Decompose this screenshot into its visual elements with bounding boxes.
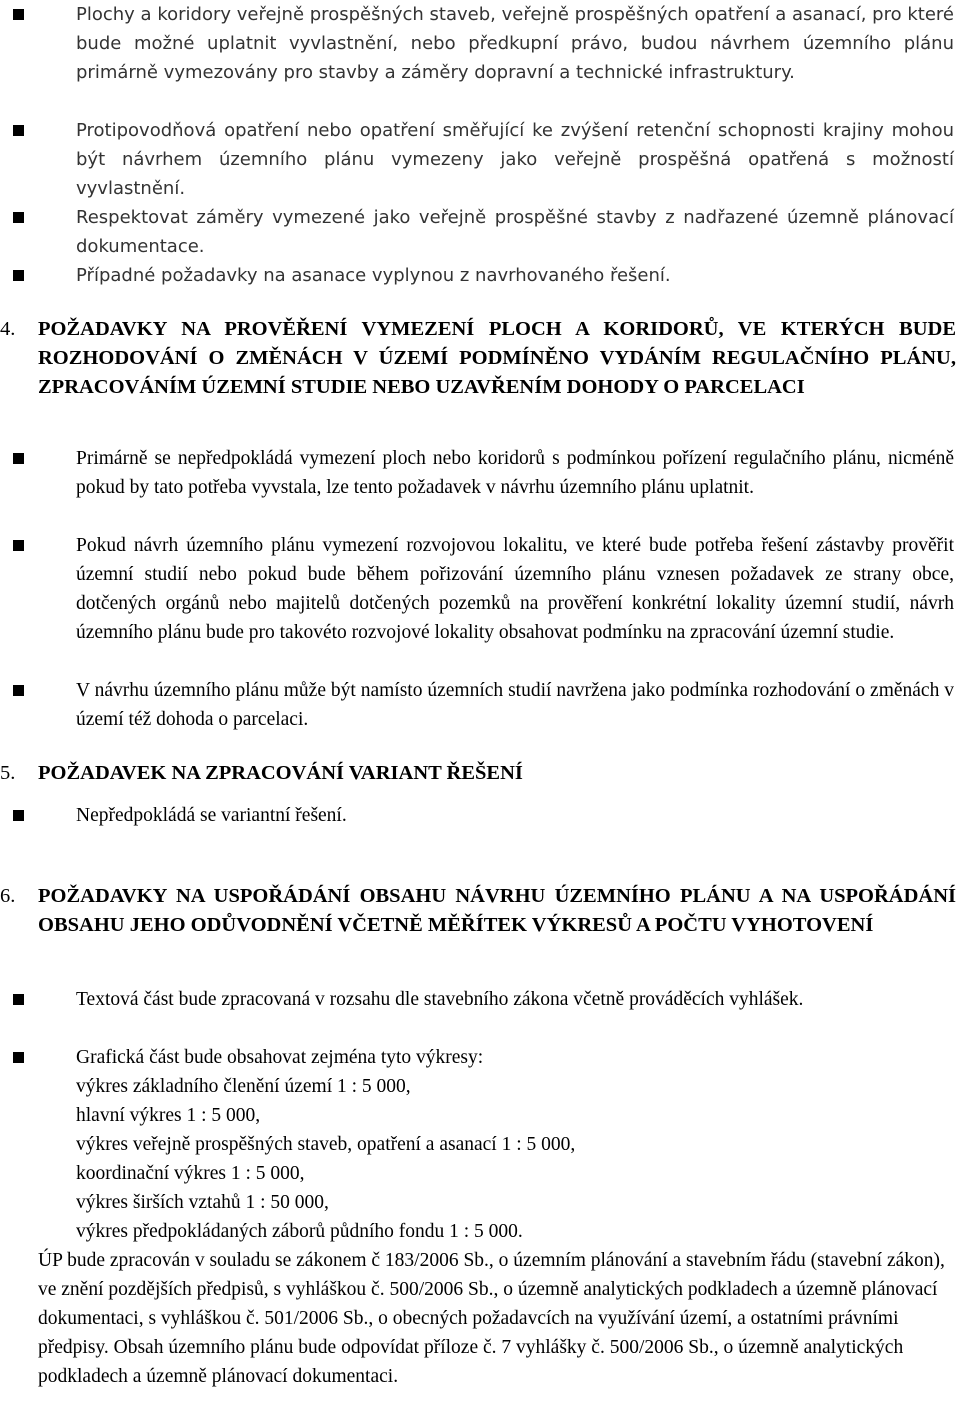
section-title: POŽADAVKY NA USPOŘÁDÁNÍ OBSAHU NÁVRHU ÚZEMNÍHO PLÁNU A NA USPOŘÁDÁNÍ OBSAHU JEHO ODŮVODNĚNÍ VČETNĚ MĚŘÍTEK VÝKRESŮ A POČTU VYHOTOVENÍ bbox=[38, 885, 956, 936]
bullet-icon bbox=[13, 125, 24, 136]
drawing-item: koordinační výkres 1 : 5 000, bbox=[76, 1163, 305, 1184]
bullet-icon bbox=[13, 1052, 24, 1063]
drawing-item: výkres základního členění území 1 : 5 000, bbox=[76, 1076, 411, 1097]
section-number: 5. bbox=[0, 762, 16, 784]
bullet-icon bbox=[13, 212, 24, 223]
closing-paragraph: ÚP bude zpracován v souladu se zákonem č 183/2006 Sb., o územním plánování a stavebním řádu (stavební zákon), ve znění pozdějších předpisů, s vyhláškou č. 500/2006 Sb., o územně analytických podkladech a územně plánovací dokumentaci, s vyhláškou č. 501/2006 Sb., o obecných požadavcích na využívání území, a ostatními právními předpisy. Obsah územního plánu bude odpovídat příloze č. 7 vyhlášky č. 500/2006 Sb., o územně analytických podkladech a územně plánovací dokumentaci. bbox=[38, 1250, 945, 1387]
list-item: Textová část bude zpracovaná v rozsahu dle stavebního zákona včetně prováděcích vyhlášek. bbox=[76, 985, 954, 1014]
list-item: Pokud návrh územního plánu vymezení rozvojovou lokalitu, ve které bude potřeba řešení zástavby prověřit územní studií nebo pokud bude během pořizování územního plánu vznesen požadavek ze strany obce, dotčených orgánů nebo majitelů dotčených pozemků na prověření konkrétní lokality územní studií, návrh územního plánu bude pro takovéto rozvojové lokality obsahovat podmínku na zpracování územní studie. bbox=[76, 531, 954, 647]
section-4-heading bbox=[0, 315, 956, 402]
section-number: 4. bbox=[0, 318, 16, 340]
bullet-icon bbox=[13, 685, 24, 696]
drawing-item: výkres veřejně prospěšných staveb, opatření a asanací 1 : 5 000, bbox=[76, 1134, 576, 1155]
section-5-heading bbox=[0, 759, 956, 788]
drawing-item: výkres předpokládaných záborů půdního fondu 1 : 5 000. bbox=[76, 1221, 523, 1242]
list-item: Primárně se nepředpokládá vymezení ploch nebo koridorů s podmínkou pořízení regulačního plánu, nicméně pokud by tato potřeba vyvstala, lze tento požadavek v návrhu územního plánu uplatnit. bbox=[76, 444, 954, 502]
bullet-icon bbox=[13, 453, 24, 464]
list-item: V návrhu územního plánu může být namísto územních studií navržena jako podmínka rozhodování o změnách v území též dohoda o parcelaci. bbox=[76, 676, 954, 734]
bullet-icon bbox=[13, 270, 24, 281]
bullet-icon bbox=[13, 9, 24, 20]
section-title: POŽADAVEK NA ZPRACOVÁNÍ VARIANT ŘEŠENÍ bbox=[38, 762, 523, 784]
section-number: 6. bbox=[0, 885, 16, 907]
section-title: POŽADAVKY NA PROVĚŘENÍ VYMEZENÍ PLOCH A KORIDORŮ, VE KTERÝCH BUDE ROZHODOVÁNÍ O ZMĚNÁCH V ÚZEMÍ PODMÍNĚNO VYDÁNÍM REGULAČNÍHO PLÁNU, ZPRACOVÁNÍM ÚZEMNÍ STUDIE NEBO UZAVŘENÍM DOHODY O PARCELACI bbox=[38, 318, 956, 398]
list-item: Nepředpokládá se variantní řešení. bbox=[76, 801, 954, 830]
drawing-item: výkres širších vztahů 1 : 50 000, bbox=[76, 1192, 329, 1213]
bullet-icon bbox=[13, 540, 24, 551]
list-item: Protipovodňová opatření nebo opatření směřující ke zvýšení retenční schopnosti krajiny mohou být návrhem územního plánu vymezeny jako veřejně prospěšná opatřená s možností vyvlastnění. bbox=[76, 116, 954, 203]
list-item: Případné požadavky na asanace vyplynou z navrhovaného řešení. bbox=[76, 261, 954, 290]
bullet-icon bbox=[13, 994, 24, 1005]
list-item: Respektovat záměry vymezené jako veřejně prospěšné stavby z nadřazené územně plánovací dokumentace. bbox=[76, 203, 954, 261]
list-item: Grafická část bude obsahovat zejména tyto výkresy: výkres základního členění území 1 : 5 000, hlavní výkres 1 : 5 000, výkres veřejně prospěšných staveb, opatření a asanací 1 : 5 000, koordinační výkres 1 : 5 000, výkres širších vztahů 1 : 50 000, výkres předpokládaných záborů půdního fondu 1 : 5 000. bbox=[76, 1043, 954, 1246]
section-6-heading bbox=[0, 882, 956, 940]
bullet-icon bbox=[13, 810, 24, 821]
drawing-item: hlavní výkres 1 : 5 000, bbox=[76, 1105, 261, 1126]
list-item: Plochy a koridory veřejně prospěšných staveb, veřejně prospěšných opatření a asanací, pro které bude možné uplatnit vyvlastnění, nebo předkupní právo, budou návrhem územního plánu primárně vymezovány pro stavby a záměry dopravní a technické infrastruktury. bbox=[76, 0, 954, 87]
